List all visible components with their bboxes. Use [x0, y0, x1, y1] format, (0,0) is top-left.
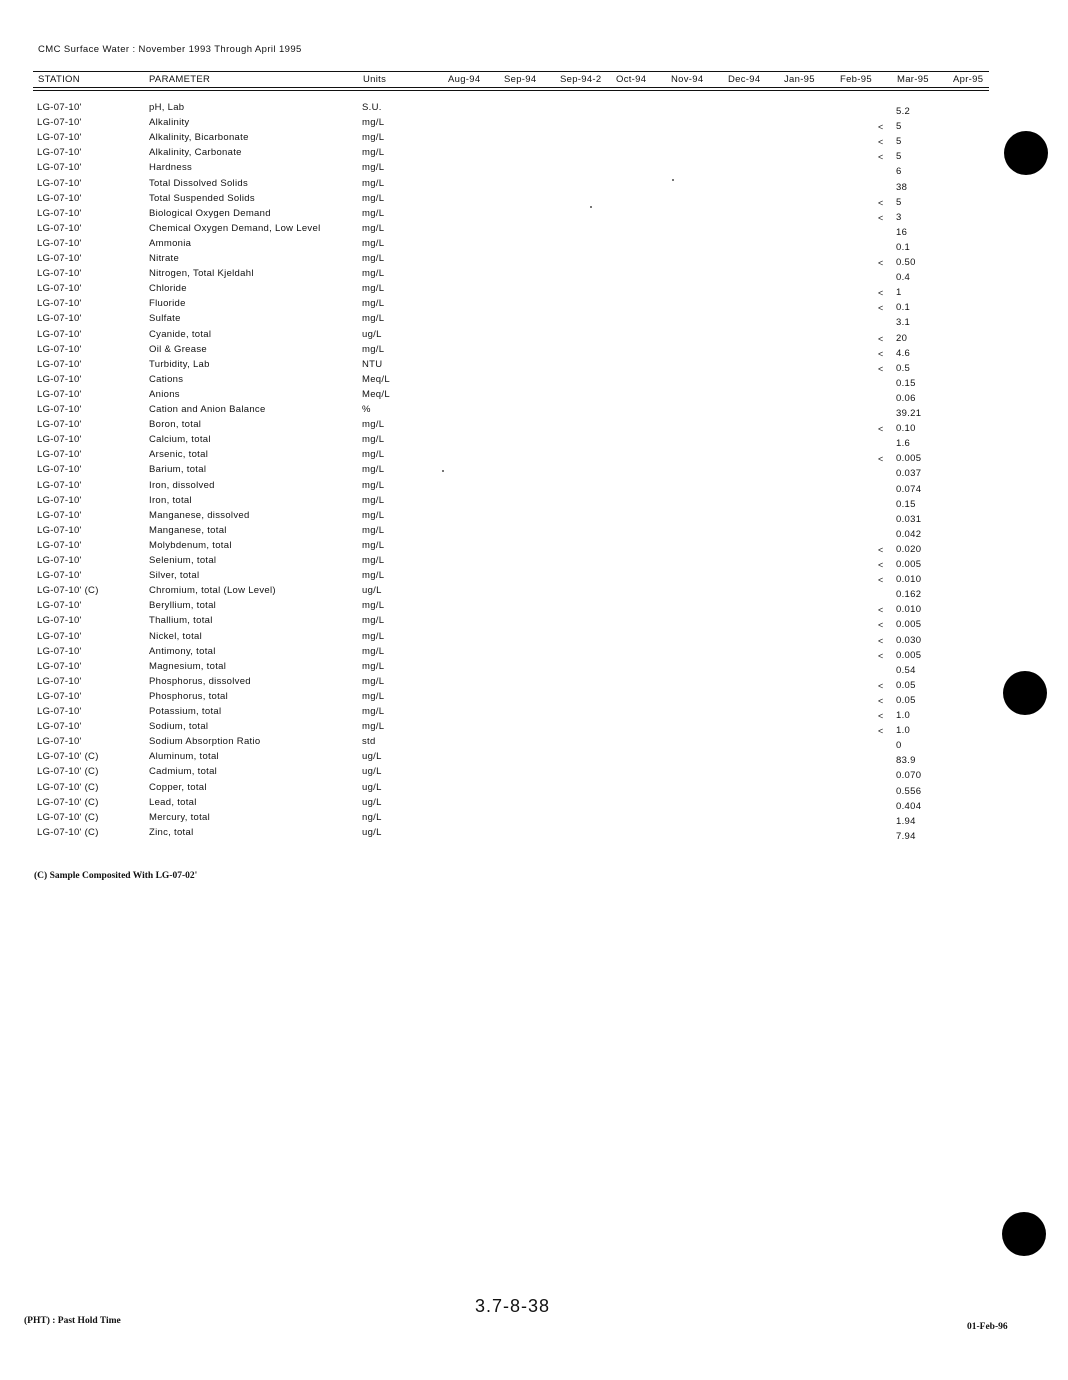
parameter-cell: Barium, total	[149, 464, 207, 476]
units-cell: mg/L	[362, 147, 385, 159]
station-cell: LG-07-10'	[37, 600, 82, 612]
station-cell: LG-07-10'	[37, 102, 82, 113]
units-cell: mg/L	[362, 479, 385, 491]
col-header-month: Sep-94-2	[560, 74, 602, 85]
station-cell: LG-07-10'	[37, 373, 82, 385]
station-cell: LG-07-10'	[37, 419, 82, 431]
value-cell: 39.21	[896, 408, 922, 419]
qualifier-cell: <	[878, 726, 884, 737]
units-cell: ug/L	[362, 766, 382, 778]
units-cell: mg/L	[362, 675, 385, 687]
station-cell: LG-07-10'	[37, 690, 82, 702]
table-row	[0, 283, 1068, 298]
col-header-month: Aug-94	[448, 74, 481, 85]
qualifier-cell: <	[878, 288, 884, 299]
station-cell: LG-07-10'	[37, 706, 82, 717]
table-row	[0, 782, 1068, 797]
page-number: 3.7-8-38	[475, 1296, 551, 1316]
qualifier-cell: <	[878, 620, 884, 631]
parameter-cell: Cation and Anion Balance	[149, 404, 266, 415]
parameter-cell: Thallium, total	[149, 615, 213, 627]
units-cell: Meq/L	[362, 373, 390, 385]
value-cell: 0.020	[896, 543, 922, 555]
qualifier-cell: <	[878, 680, 884, 691]
station-cell: LG-07-10' (C)	[37, 751, 99, 763]
col-header-parameter: PARAMETER	[149, 74, 211, 85]
parameter-cell: Aluminum, total	[149, 751, 219, 763]
units-cell: ug/L	[362, 328, 382, 340]
parameter-cell: Selenium, total	[149, 555, 217, 566]
value-cell: 1.6	[896, 438, 911, 450]
table-row	[0, 374, 1068, 389]
station-cell: LG-07-10' (C)	[37, 585, 99, 597]
value-cell: 0.1	[896, 302, 911, 314]
station-cell: LG-07-10' (C)	[37, 781, 99, 793]
station-cell: LG-07-10'	[37, 524, 82, 536]
value-cell: 3.1	[896, 317, 911, 329]
parameter-cell: Chemical Oxygen Demand, Low Level	[149, 222, 321, 234]
punch-hole	[1002, 1212, 1046, 1256]
table-row	[0, 102, 1068, 117]
table-row	[0, 359, 1068, 374]
parameter-cell: Biological Oxygen Demand	[149, 207, 271, 219]
table-row	[0, 178, 1068, 193]
qualifier-cell: <	[878, 575, 884, 586]
value-cell: 1	[896, 287, 902, 299]
parameter-cell: Turbidity, Lab	[149, 358, 210, 370]
parameter-cell: Iron, total	[149, 494, 192, 506]
punch-hole	[1003, 671, 1047, 715]
station-cell: LG-07-10'	[37, 494, 82, 506]
units-cell: mg/L	[362, 449, 385, 461]
station-cell: LG-07-10'	[37, 192, 82, 204]
pht-legend: (PHT) : Past Hold Time	[24, 1316, 121, 1326]
table-row	[0, 600, 1068, 615]
parameter-cell: Sodium Absorption Ratio	[149, 736, 261, 748]
parameter-cell: Phosphorus, dissolved	[149, 675, 251, 687]
table-row	[0, 615, 1068, 630]
parameter-cell: Cations	[149, 373, 184, 385]
units-cell: mg/L	[362, 268, 385, 280]
units-cell: mg/L	[362, 615, 385, 627]
value-cell: 0.10	[896, 423, 916, 435]
station-cell: LG-07-10' (C)	[37, 766, 99, 778]
value-cell: 0.1	[896, 241, 911, 253]
table-row	[0, 676, 1068, 691]
col-header-month: Oct-94	[616, 74, 647, 85]
qualifier-cell: <	[878, 197, 884, 208]
parameter-cell: Zinc, total	[149, 826, 194, 838]
table-row	[0, 631, 1068, 646]
station-cell: LG-07-10'	[37, 570, 82, 582]
table-row	[0, 193, 1068, 208]
table-row	[0, 223, 1068, 238]
table-row	[0, 268, 1068, 283]
header-top-rule	[33, 71, 989, 72]
parameter-cell: Sulfate	[149, 313, 181, 325]
punch-hole	[1004, 131, 1048, 175]
table-row	[0, 480, 1068, 495]
col-header-month: Apr-95	[953, 74, 984, 85]
qualifier-cell: <	[878, 333, 884, 344]
station-cell: LG-07-10'	[37, 479, 82, 491]
table-row	[0, 389, 1068, 404]
report-title: CMC Surface Water : November 1993 Through April 1995	[38, 44, 302, 55]
value-cell: 0.556	[896, 785, 922, 797]
value-cell: 0.074	[896, 483, 922, 495]
parameter-cell: Cadmium, total	[149, 766, 218, 778]
qualifier-cell: <	[878, 363, 884, 374]
station-cell: LG-07-10'	[37, 358, 82, 370]
footnote: (C) Sample Composited With LG-07-02'	[34, 871, 198, 881]
station-cell: LG-07-10'	[37, 404, 82, 415]
value-cell: 16	[896, 226, 908, 238]
units-cell: mg/L	[362, 464, 385, 476]
header-bottom-rule-2	[33, 90, 989, 91]
parameter-cell: Oil & Grease	[149, 343, 207, 355]
units-cell: mg/L	[362, 690, 385, 702]
units-cell: ug/L	[362, 585, 382, 597]
units-cell: mg/L	[362, 313, 385, 325]
value-cell: 0.010	[896, 604, 922, 616]
station-cell: LG-07-10'	[37, 313, 82, 325]
value-cell: 6	[896, 166, 902, 178]
value-cell: 0.042	[896, 528, 922, 540]
value-cell: 0.05	[896, 679, 916, 691]
value-cell: 0.030	[896, 634, 922, 646]
parameter-cell: Magnesium, total	[149, 660, 227, 672]
table-row	[0, 253, 1068, 268]
parameter-cell: Ammonia	[149, 237, 192, 249]
qualifier-cell: <	[878, 137, 884, 148]
value-cell: 1.94	[896, 815, 916, 827]
parameter-cell: Manganese, total	[149, 524, 227, 536]
table-row	[0, 419, 1068, 434]
parameter-cell: Calcium, total	[149, 434, 211, 446]
units-cell: mg/L	[362, 253, 385, 264]
station-cell: LG-07-10'	[37, 434, 82, 446]
parameter-cell: Chromium, total (Low Level)	[149, 585, 276, 597]
value-cell: 0.404	[896, 800, 922, 812]
parameter-cell: Anions	[149, 388, 180, 400]
station-cell: LG-07-10'	[37, 630, 82, 642]
units-cell: ng/L	[362, 811, 382, 823]
value-cell: 0.05	[896, 694, 916, 706]
station-cell: LG-07-10'	[37, 207, 82, 219]
table-row	[0, 464, 1068, 479]
value-cell: 0	[896, 740, 902, 752]
units-cell: mg/L	[362, 192, 385, 204]
table-row	[0, 766, 1068, 781]
units-cell: mg/L	[362, 132, 385, 144]
parameter-cell: Alkalinity, Carbonate	[149, 147, 242, 159]
value-cell: 0.010	[896, 574, 922, 586]
table-row	[0, 585, 1068, 600]
print-date: 01-Feb-96	[967, 1322, 1008, 1332]
station-cell: LG-07-10'	[37, 147, 82, 159]
qualifier-cell: <	[878, 544, 884, 555]
col-header-station: STATION	[38, 74, 80, 85]
parameter-cell: Chloride	[149, 283, 187, 295]
table-row	[0, 329, 1068, 344]
units-cell: mg/L	[362, 494, 385, 506]
scan-speck	[590, 206, 592, 208]
units-cell: ug/L	[362, 781, 382, 793]
units-cell: std	[362, 736, 376, 748]
value-cell: 5	[896, 151, 902, 163]
units-cell: mg/L	[362, 555, 385, 566]
value-cell: 0.15	[896, 498, 916, 510]
units-cell: mg/L	[362, 524, 385, 536]
station-cell: LG-07-10'	[37, 117, 82, 129]
station-cell: LG-07-10' (C)	[37, 811, 99, 823]
col-header-month: Feb-95	[840, 74, 872, 85]
station-cell: LG-07-10'	[37, 343, 82, 355]
parameter-cell: Antimony, total	[149, 645, 216, 657]
station-cell: LG-07-10'	[37, 539, 82, 551]
qualifier-cell: <	[878, 454, 884, 465]
table-row	[0, 706, 1068, 721]
value-cell: 7.94	[896, 830, 916, 842]
station-cell: LG-07-10'	[37, 736, 82, 748]
parameter-cell: Alkalinity, Bicarbonate	[149, 132, 249, 144]
units-cell: mg/L	[362, 539, 385, 551]
parameter-cell: Copper, total	[149, 781, 207, 793]
station-cell: LG-07-10'	[37, 268, 82, 280]
parameter-cell: Mercury, total	[149, 811, 211, 823]
parameter-cell: Potassium, total	[149, 706, 222, 717]
value-cell: 0.06	[896, 392, 916, 404]
table-row	[0, 540, 1068, 555]
units-cell: ug/L	[362, 751, 382, 763]
value-cell: 5	[896, 196, 902, 208]
station-cell: LG-07-10'	[37, 222, 82, 234]
table-row	[0, 812, 1068, 827]
parameter-cell: Hardness	[149, 162, 193, 174]
qualifier-cell: <	[878, 258, 884, 268]
units-cell: mg/L	[362, 207, 385, 219]
station-cell: LG-07-10'	[37, 388, 82, 400]
table-row	[0, 555, 1068, 570]
units-cell: mg/L	[362, 177, 385, 189]
table-row	[0, 162, 1068, 177]
parameter-cell: Boron, total	[149, 419, 202, 431]
table-row	[0, 147, 1068, 162]
col-header-month: Mar-95	[897, 74, 929, 85]
table-row	[0, 117, 1068, 132]
table-row	[0, 208, 1068, 223]
qualifier-cell: <	[878, 605, 884, 616]
table-row	[0, 570, 1068, 585]
table-row	[0, 132, 1068, 147]
station-cell: LG-07-10'	[37, 132, 82, 144]
units-cell: mg/L	[362, 343, 385, 355]
units-cell: mg/L	[362, 419, 385, 431]
station-cell: LG-07-10'	[37, 328, 82, 340]
scan-speck	[672, 179, 674, 181]
parameter-cell: Total Suspended Solids	[149, 192, 255, 204]
station-cell: LG-07-10'	[37, 237, 82, 249]
units-cell: %	[362, 404, 371, 415]
col-header-month: Jan-95	[784, 74, 815, 85]
units-cell: mg/L	[362, 600, 385, 612]
table-row	[0, 298, 1068, 313]
parameter-cell: Molybdenum, total	[149, 539, 232, 551]
parameter-cell: Lead, total	[149, 796, 197, 808]
value-cell: 0.5	[896, 362, 911, 374]
parameter-cell: Total Dissolved Solids	[149, 177, 249, 189]
table-row	[0, 646, 1068, 661]
parameter-cell: Sodium, total	[149, 721, 209, 733]
table-row	[0, 721, 1068, 736]
units-cell: mg/L	[362, 645, 385, 657]
parameter-cell: Fluoride	[149, 298, 186, 310]
col-header-month: Dec-94	[728, 74, 761, 85]
parameter-cell: Nitrate	[149, 253, 180, 264]
qualifier-cell: <	[878, 650, 884, 661]
station-cell: LG-07-10'	[37, 298, 82, 310]
station-cell: LG-07-10' (C)	[37, 826, 99, 838]
units-cell: mg/L	[362, 222, 385, 234]
units-cell: mg/L	[362, 434, 385, 446]
value-cell: 0.005	[896, 559, 922, 570]
value-cell: 5.2	[896, 106, 911, 117]
qualifier-cell: <	[878, 122, 884, 133]
units-cell: mg/L	[362, 721, 385, 733]
value-cell: 0.005	[896, 619, 922, 631]
value-cell: 1.0	[896, 710, 911, 721]
value-cell: 38	[896, 181, 908, 193]
station-cell: LG-07-10'	[37, 253, 82, 264]
units-cell: mg/L	[362, 162, 385, 174]
units-cell: mg/L	[362, 298, 385, 310]
units-cell: mg/L	[362, 706, 385, 717]
table-row	[0, 313, 1068, 328]
value-cell: 0.15	[896, 377, 916, 389]
parameter-cell: Phosphorus, total	[149, 690, 229, 702]
parameter-cell: Alkalinity	[149, 117, 190, 129]
value-cell: 20	[896, 332, 908, 344]
table-row	[0, 797, 1068, 812]
units-cell: Meq/L	[362, 388, 390, 400]
value-cell: 83.9	[896, 755, 916, 767]
table-row	[0, 449, 1068, 464]
table-row	[0, 751, 1068, 766]
units-cell: mg/L	[362, 630, 385, 642]
table-row	[0, 404, 1068, 419]
value-cell: 0.005	[896, 649, 922, 661]
scan-speck	[442, 470, 444, 472]
units-cell: mg/L	[362, 117, 385, 129]
parameter-cell: Iron, dissolved	[149, 479, 215, 491]
parameter-cell: Arsenic, total	[149, 449, 209, 461]
value-cell: 0.162	[896, 589, 922, 601]
station-cell: LG-07-10'	[37, 177, 82, 189]
parameter-cell: Nickel, total	[149, 630, 203, 642]
parameter-cell: pH, Lab	[149, 102, 185, 113]
station-cell: LG-07-10'	[37, 615, 82, 627]
parameter-cell: Manganese, dissolved	[149, 509, 250, 521]
units-cell: mg/L	[362, 509, 385, 521]
qualifier-cell: <	[878, 152, 884, 163]
station-cell: LG-07-10'	[37, 162, 82, 174]
value-cell: 5	[896, 121, 902, 133]
header-bottom-rule	[33, 87, 989, 88]
units-cell: mg/L	[362, 660, 385, 672]
units-cell: S.U.	[362, 102, 382, 113]
units-cell: NTU	[362, 358, 383, 370]
qualifier-cell: <	[878, 212, 884, 223]
value-cell: 0.037	[896, 468, 922, 480]
col-header-units: Units	[363, 74, 387, 85]
qualifier-cell: <	[878, 303, 884, 314]
table-row	[0, 736, 1068, 751]
table-row	[0, 434, 1068, 449]
table-row	[0, 827, 1068, 842]
table-row	[0, 238, 1068, 253]
value-cell: 0.54	[896, 664, 916, 676]
value-cell: 5	[896, 136, 902, 148]
qualifier-cell: <	[878, 635, 884, 646]
qualifier-cell: <	[878, 711, 884, 721]
station-cell: LG-07-10' (C)	[37, 796, 99, 808]
table-row	[0, 510, 1068, 525]
units-cell: mg/L	[362, 237, 385, 249]
station-cell: LG-07-10'	[37, 464, 82, 476]
units-cell: mg/L	[362, 570, 385, 582]
table-row	[0, 344, 1068, 359]
parameter-cell: Beryllium, total	[149, 600, 217, 612]
units-cell: ug/L	[362, 826, 382, 838]
table-row	[0, 525, 1068, 540]
station-cell: LG-07-10'	[37, 555, 82, 566]
value-cell: 3	[896, 211, 902, 223]
units-cell: mg/L	[362, 283, 385, 295]
table-row	[0, 691, 1068, 706]
units-cell: ug/L	[362, 796, 382, 808]
col-header-month: Nov-94	[671, 74, 704, 85]
parameter-cell: Nitrogen, Total Kjeldahl	[149, 268, 254, 280]
station-cell: LG-07-10'	[37, 645, 82, 657]
station-cell: LG-07-10'	[37, 721, 82, 733]
station-cell: LG-07-10'	[37, 660, 82, 672]
qualifier-cell: <	[878, 695, 884, 706]
value-cell: 1.0	[896, 725, 911, 737]
qualifier-cell: <	[878, 348, 884, 359]
value-cell: 0.005	[896, 453, 922, 465]
station-cell: LG-07-10'	[37, 283, 82, 295]
value-cell: 0.50	[896, 257, 916, 268]
value-cell: 4.6	[896, 347, 911, 359]
table-row	[0, 495, 1068, 510]
value-cell: 0.031	[896, 513, 922, 525]
qualifier-cell: <	[878, 560, 884, 570]
station-cell: LG-07-10'	[37, 509, 82, 521]
qualifier-cell: <	[878, 424, 884, 435]
parameter-cell: Silver, total	[149, 570, 200, 582]
station-cell: LG-07-10'	[37, 675, 82, 687]
value-cell: 0.070	[896, 770, 922, 782]
table-row	[0, 661, 1068, 676]
col-header-month: Sep-94	[504, 74, 537, 85]
value-cell: 0.4	[896, 272, 911, 284]
parameter-cell: Cyanide, total	[149, 328, 212, 340]
station-cell: LG-07-10'	[37, 449, 82, 461]
